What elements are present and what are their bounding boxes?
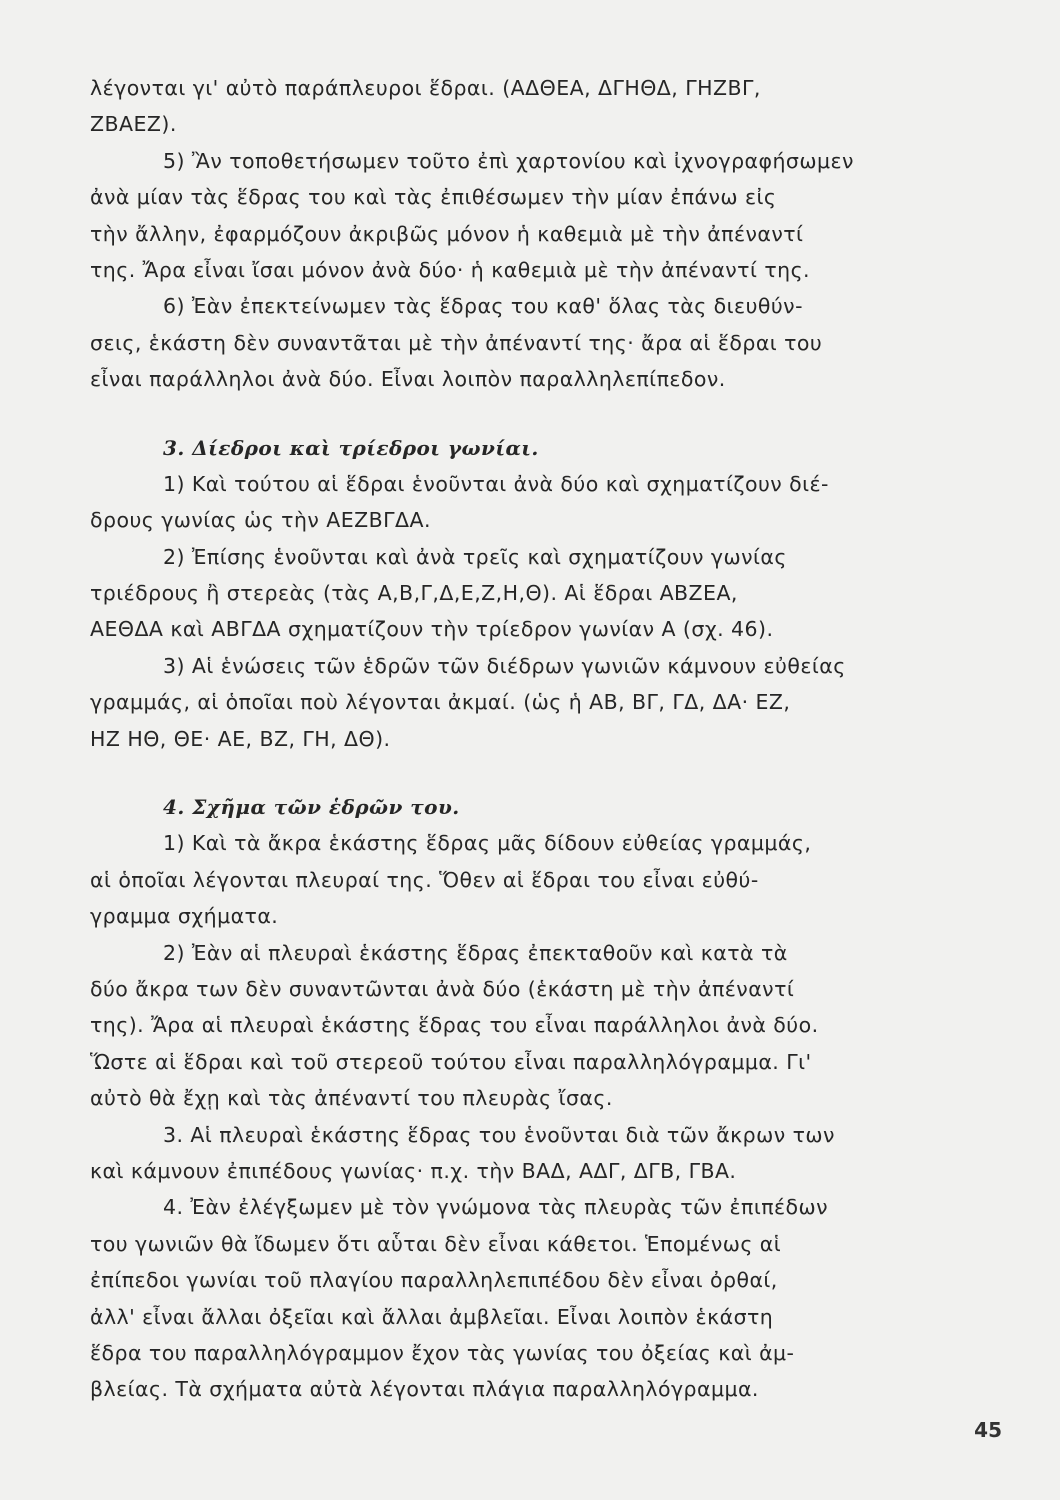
text-line: εἶναι παράλληλοι ἀνὰ δύο. Εἶναι λοιπὸν παραλληλεπίπεδον.: [90, 367, 726, 392]
text-line: 1) Καὶ τούτου αἱ ἕδραι ἑνοῦνται ἀνὰ δύο καὶ σχηματίζουν διέ-: [163, 471, 829, 496]
text-line: τριέδρους ἢ στερεὰς (τὰς Α,Β,Γ,Δ,Ε,Ζ,Η,Θ). Αἱ ἕδραι ΑΒΖΕΑ,: [90, 581, 738, 606]
text-line: της. Ἄρα εἶναι ἴσαι μόνον ἀνὰ δύο· ἡ καθεμιὰ μὲ τὴν ἀπέναντί της.: [90, 257, 811, 282]
text-line: 2) Ἐὰν αἱ πλευραὶ ἑκάστης ἕδρας ἐπεκταθοῦν καὶ κατὰ τὰ: [163, 940, 788, 965]
text-line: ἀλλ' εἶναι ἄλλαι ὀξεῖαι καὶ ἄλλαι ἀμβλεῖαι. Εἶναι λοιπὸν ἑκάστη: [90, 1304, 774, 1329]
text-line: 1) Καὶ τὰ ἄκρα ἑκάστης ἕδρας μᾶς δίδουν εὐθείας γραμμάς,: [163, 831, 812, 856]
text-line: σεις, ἑκάστη δὲν συναντᾶται μὲ τὴν ἀπέναντί της· ἄρα αἱ ἕδραι του: [90, 330, 823, 355]
page-number: 45: [974, 1418, 1002, 1442]
text-line: ἀνὰ μίαν τὰς ἕδρας του καὶ τὰς ἐπιθέσωμεν τὴν μίαν ἐπάνω εἰς: [90, 185, 777, 210]
text-line: της). Ἄρα αἱ πλευραὶ ἑκάστης ἕδρας του εἶναι παράλληλοι ἀνὰ δύο.: [90, 1013, 819, 1038]
text-line: Ὥστε αἱ ἕδραι καὶ τοῦ στερεοῦ τούτου εἶναι παραλληλόγραμμα. Γι': [90, 1049, 812, 1074]
text-line: 6) Ἐὰν ἐπεκτείνωμεν τὰς ἕδρας του καθ' ὅλας τὰς διευθύν-: [163, 294, 803, 319]
text-line: ΖΒΑΕΖ).: [90, 112, 177, 137]
text-line: ἕδρα του παραλληλόγραμμον ἔχον τὰς γωνίας του ὀξείας καὶ ἀμ-: [90, 1340, 795, 1365]
text-line: 5) Ἂν τοποθετήσωμεν τοῦτο ἐπὶ χαρτονίου καὶ ἰχνογραφήσωμεν: [163, 148, 854, 173]
section-heading: 4. Σχῆμα τῶν ἑδρῶν του.: [163, 795, 460, 820]
text-line: 3) Αἱ ἑνώσεις τῶν ἑδρῶν τῶν διέδρων γωνιῶν κάμνουν εὐθείας: [163, 653, 846, 678]
text-line: καὶ κάμνουν ἐπιπέδους γωνίας· π.χ. τὴν ΒΑΔ, ΑΔΓ, ΔΓΒ, ΓΒΑ.: [90, 1158, 737, 1183]
text-line: αὐτὸ θὰ ἔχῃ καὶ τὰς ἀπέναντί του πλευρὰς ἴσας.: [90, 1086, 613, 1111]
text-line: του γωνιῶν θὰ ἴδωμεν ὅτι αὗται δὲν εἶναι κάθετοι. Ἑπομένως αἱ: [90, 1231, 782, 1256]
page-text: [90, 70, 1010, 1408]
text-line: ἐπίπεδοι γωνίαι τοῦ πλαγίου παραλληλεπιπέδου δὲν εἶναι ὀρθαί,: [90, 1268, 778, 1293]
text-line: 3. Αἱ πλευραὶ ἑκάστης ἕδρας του ἑνοῦνται διὰ τῶν ἄκρων των: [163, 1122, 835, 1147]
text-line: γραμμάς, αἱ ὁποῖαι ποὺ λέγονται ἀκμαί. (ὡς ἡ ΑΒ, ΒΓ, ΓΔ, ΔΑ· ΕΖ,: [90, 690, 791, 715]
text-line: γραμμα σχήματα.: [90, 904, 279, 929]
section-heading: 3. Δίεδροι καὶ τρίεδροι γωνίαι.: [163, 435, 539, 460]
text-line: λέγονται γι' αὐτὸ παράπλευροι ἕδραι. (ΑΔΘΕΑ, ΔΓΗΘΔ, ΓΗΖΒΓ,: [90, 76, 761, 100]
text-line: 2) Ἐπίσης ἑνοῦνται καὶ ἀνὰ τρεῖς καὶ σχηματίζουν γωνίας: [163, 544, 787, 569]
text-line: ΑΕΘΔΑ καὶ ΑΒΓΔΑ σχηματίζουν τὴν τρίεδρον γωνίαν Α (σχ. 46).: [90, 617, 774, 642]
text-line: ΗΖ ΗΘ, ΘΕ· ΑΕ, ΒΖ, ΓΗ, ΔΘ).: [90, 726, 391, 751]
text-line: δύο ἄκρα των δὲν συναντῶνται ἀνὰ δύο (ἑκάστη μὲ τὴν ἀπέναντί: [90, 976, 795, 1001]
text-line: 4. Ἐὰν ἐλέγξωμεν μὲ τὸν γνώμονα τὰς πλευρὰς τῶν ἐπιπέδων: [163, 1195, 829, 1220]
text-line: δρους γωνίας ὡς τὴν ΑΕΖΒΓΔΑ.: [90, 508, 431, 533]
text-line: αἱ ὁποῖαι λέγονται πλευραί της. Ὅθεν αἱ ἕδραι του εἶναι εὐθύ-: [90, 867, 759, 892]
text-line: βλείας. Τὰ σχήματα αὐτὰ λέγονται πλάγια παραλληλόγραμμα.: [90, 1377, 759, 1402]
text-line: τὴν ἄλλην, ἐφαρμόζουν ἀκριβῶς μόνον ἡ καθεμιὰ μὲ τὴν ἀπέναντί: [90, 221, 804, 246]
